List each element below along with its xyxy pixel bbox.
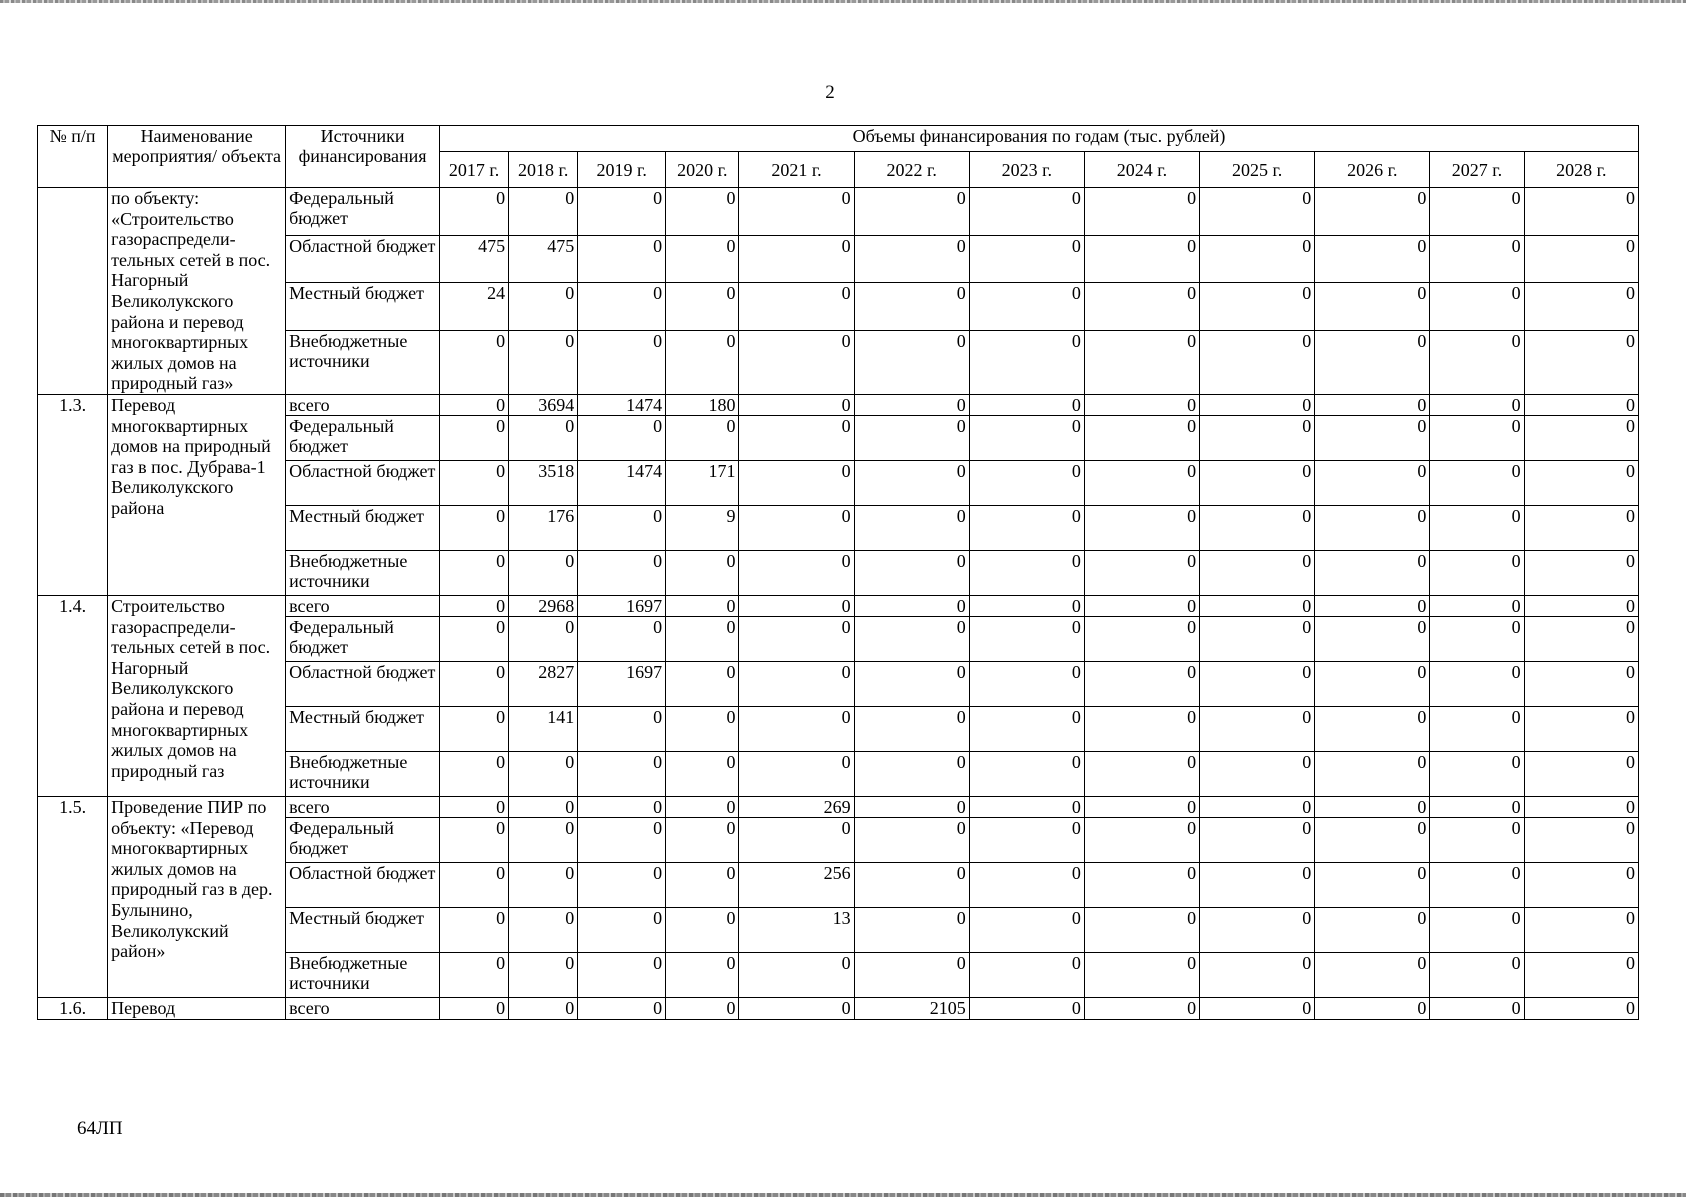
amount-cell: 0 — [1315, 460, 1430, 505]
amount-cell: 0 — [854, 751, 969, 796]
amount-cell: 0 — [739, 997, 854, 1019]
amount-cell: 0 — [854, 505, 969, 550]
amount-cell: 0 — [578, 796, 666, 817]
header-year: 2018 г. — [509, 152, 578, 188]
header-year: 2019 г. — [578, 152, 666, 188]
amount-cell: 0 — [666, 415, 739, 460]
amount-cell: 0 — [1315, 595, 1430, 616]
amount-cell: 0 — [440, 817, 509, 862]
header-source: Источники финансирования — [286, 126, 440, 188]
funding-source: Областной бюджет — [286, 661, 440, 706]
amount-cell: 0 — [1524, 188, 1638, 236]
amount-cell: 0 — [666, 817, 739, 862]
scan-edge-top — [0, 0, 1686, 3]
amount-cell: 0 — [1524, 394, 1638, 415]
amount-cell: 0 — [1084, 460, 1199, 505]
amount-cell: 0 — [739, 283, 854, 331]
funding-source: всего — [286, 796, 440, 817]
amount-cell: 0 — [1524, 616, 1638, 661]
amount-cell: 0 — [1315, 862, 1430, 907]
amount-cell: 0 — [1315, 415, 1430, 460]
amount-cell: 0 — [739, 415, 854, 460]
amount-cell: 0 — [969, 505, 1084, 550]
amount-cell: 0 — [739, 751, 854, 796]
amount-cell: 9 — [666, 505, 739, 550]
amount-cell: 0 — [1315, 616, 1430, 661]
amount-cell: 0 — [440, 415, 509, 460]
amount-cell: 0 — [854, 283, 969, 331]
amount-cell: 0 — [1200, 235, 1315, 283]
amount-cell: 180 — [666, 394, 739, 415]
amount-cell: 0 — [666, 235, 739, 283]
amount-cell: 0 — [739, 188, 854, 236]
amount-cell: 0 — [440, 952, 509, 997]
amount-cell: 0 — [440, 595, 509, 616]
scan-edge-bottom — [0, 1193, 1686, 1197]
amount-cell: 2827 — [509, 661, 578, 706]
amount-cell: 0 — [1084, 235, 1199, 283]
amount-cell: 0 — [1200, 997, 1315, 1019]
amount-cell: 171 — [666, 460, 739, 505]
amount-cell: 0 — [666, 188, 739, 236]
amount-cell: 0 — [1430, 952, 1524, 997]
amount-cell: 0 — [1315, 907, 1430, 952]
amount-cell: 0 — [1524, 997, 1638, 1019]
amount-cell: 0 — [578, 550, 666, 595]
amount-cell: 0 — [1524, 952, 1638, 997]
amount-cell: 1697 — [578, 661, 666, 706]
amount-cell: 0 — [854, 952, 969, 997]
amount-cell: 0 — [1524, 505, 1638, 550]
amount-cell: 0 — [440, 907, 509, 952]
financing-table — [37, 125, 1639, 1020]
funding-source: Федеральный бюджет — [286, 616, 440, 661]
amount-cell: 3518 — [509, 460, 578, 505]
funding-source: Федеральный бюджет — [286, 817, 440, 862]
amount-cell: 0 — [969, 595, 1084, 616]
amount-cell: 0 — [1524, 661, 1638, 706]
amount-cell: 0 — [1200, 283, 1315, 331]
amount-cell: 0 — [739, 595, 854, 616]
amount-cell: 0 — [666, 550, 739, 595]
funding-source: Внебюджетные источники — [286, 550, 440, 595]
funding-source: всего — [286, 997, 440, 1019]
funding-source: Внебюджетные источники — [286, 751, 440, 796]
amount-cell: 0 — [1200, 817, 1315, 862]
amount-cell: 0 — [440, 862, 509, 907]
header-year: 2023 г. — [969, 152, 1084, 188]
amount-cell: 0 — [854, 907, 969, 952]
amount-cell: 0 — [969, 616, 1084, 661]
amount-cell: 0 — [1524, 550, 1638, 595]
amount-cell: 0 — [440, 505, 509, 550]
amount-cell: 0 — [1084, 505, 1199, 550]
item-name: по объекту: «Строительство газораспредели-тельных сетей в пос. Нагорный Великолукского района и перевод многоквартирных жилых домов на природный газ» — [108, 188, 286, 395]
amount-cell: 0 — [666, 283, 739, 331]
amount-cell: 0 — [1084, 706, 1199, 751]
amount-cell: 0 — [1084, 796, 1199, 817]
amount-cell: 0 — [1084, 394, 1199, 415]
amount-cell: 0 — [666, 997, 739, 1019]
amount-cell: 0 — [440, 460, 509, 505]
funding-source: Областной бюджет — [286, 460, 440, 505]
item-number: 1.4. — [38, 595, 108, 796]
amount-cell: 0 — [1524, 706, 1638, 751]
amount-cell: 0 — [1430, 862, 1524, 907]
amount-cell: 0 — [1524, 330, 1638, 394]
funding-source: всего — [286, 394, 440, 415]
amount-cell: 0 — [1430, 550, 1524, 595]
header-year: 2024 г. — [1084, 152, 1199, 188]
amount-cell: 0 — [1084, 188, 1199, 236]
funding-source: Областной бюджет — [286, 235, 440, 283]
amount-cell: 0 — [666, 751, 739, 796]
header-volumes: Объемы финансирования по годам (тыс. рублей) — [440, 126, 1639, 152]
amount-cell: 0 — [969, 997, 1084, 1019]
funding-source: всего — [286, 595, 440, 616]
table-row — [38, 796, 1639, 817]
amount-cell: 0 — [969, 862, 1084, 907]
amount-cell: 0 — [578, 415, 666, 460]
amount-cell: 0 — [1084, 907, 1199, 952]
amount-cell: 0 — [969, 235, 1084, 283]
document-code: 64ЛП — [77, 1118, 123, 1139]
amount-cell: 0 — [739, 330, 854, 394]
amount-cell: 0 — [509, 188, 578, 236]
amount-cell: 0 — [578, 997, 666, 1019]
amount-cell: 269 — [739, 796, 854, 817]
amount-cell: 0 — [666, 862, 739, 907]
amount-cell: 0 — [969, 751, 1084, 796]
amount-cell: 0 — [969, 907, 1084, 952]
amount-cell: 0 — [1430, 330, 1524, 394]
amount-cell: 0 — [1315, 505, 1430, 550]
amount-cell: 0 — [1430, 235, 1524, 283]
table-row — [38, 188, 1639, 236]
amount-cell: 0 — [666, 595, 739, 616]
amount-cell: 0 — [854, 330, 969, 394]
amount-cell: 0 — [1315, 235, 1430, 283]
amount-cell: 0 — [1084, 862, 1199, 907]
amount-cell: 0 — [666, 907, 739, 952]
amount-cell: 0 — [440, 188, 509, 236]
amount-cell: 0 — [578, 616, 666, 661]
amount-cell: 0 — [1200, 796, 1315, 817]
amount-cell: 256 — [739, 862, 854, 907]
amount-cell: 0 — [1084, 415, 1199, 460]
amount-cell: 0 — [666, 706, 739, 751]
amount-cell: 0 — [1430, 595, 1524, 616]
amount-cell: 0 — [1200, 415, 1315, 460]
amount-cell: 0 — [854, 235, 969, 283]
amount-cell: 0 — [1315, 394, 1430, 415]
funding-source: Местный бюджет — [286, 505, 440, 550]
amount-cell: 0 — [969, 796, 1084, 817]
amount-cell: 0 — [666, 661, 739, 706]
amount-cell: 0 — [578, 907, 666, 952]
amount-cell: 0 — [854, 188, 969, 236]
amount-cell: 0 — [1200, 907, 1315, 952]
item-name: Строительство газораспредели-тельных сетей в пос. Нагорный Великолукского района и перевод многоквартирных жилых домов на природный газ — [108, 595, 286, 796]
item-number: 1.3. — [38, 394, 108, 595]
amount-cell: 0 — [1430, 706, 1524, 751]
amount-cell: 1697 — [578, 595, 666, 616]
amount-cell: 0 — [509, 330, 578, 394]
amount-cell: 0 — [440, 751, 509, 796]
item-name: Перевод многоквартирных домов на природный газ в пос. Дубрава-1 Великолукского района — [108, 394, 286, 595]
amount-cell: 0 — [1084, 661, 1199, 706]
amount-cell: 0 — [969, 188, 1084, 236]
amount-cell: 0 — [1084, 751, 1199, 796]
amount-cell: 0 — [739, 505, 854, 550]
header-year: 2021 г. — [739, 152, 854, 188]
amount-cell: 0 — [1200, 661, 1315, 706]
amount-cell: 24 — [440, 283, 509, 331]
amount-cell: 2968 — [509, 595, 578, 616]
amount-cell: 0 — [1315, 796, 1430, 817]
amount-cell: 0 — [1524, 907, 1638, 952]
amount-cell: 0 — [854, 460, 969, 505]
amount-cell: 0 — [1084, 952, 1199, 997]
amount-cell: 0 — [666, 330, 739, 394]
amount-cell: 0 — [1200, 550, 1315, 595]
amount-cell: 0 — [739, 460, 854, 505]
amount-cell: 176 — [509, 505, 578, 550]
header-year: 2020 г. — [666, 152, 739, 188]
amount-cell: 0 — [739, 952, 854, 997]
amount-cell: 0 — [1524, 460, 1638, 505]
amount-cell: 0 — [1315, 952, 1430, 997]
amount-cell: 0 — [969, 952, 1084, 997]
amount-cell: 1474 — [578, 460, 666, 505]
amount-cell: 0 — [969, 415, 1084, 460]
item-number — [38, 188, 108, 395]
item-number: 1.5. — [38, 796, 108, 997]
amount-cell: 0 — [578, 505, 666, 550]
header-year: 2027 г. — [1430, 152, 1524, 188]
amount-cell: 0 — [1315, 188, 1430, 236]
amount-cell: 0 — [1200, 616, 1315, 661]
amount-cell: 0 — [1524, 817, 1638, 862]
amount-cell: 0 — [1430, 997, 1524, 1019]
amount-cell: 0 — [969, 330, 1084, 394]
amount-cell: 0 — [1084, 616, 1199, 661]
amount-cell: 0 — [1524, 283, 1638, 331]
amount-cell: 0 — [509, 751, 578, 796]
item-number: 1.6. — [38, 997, 108, 1019]
amount-cell: 13 — [739, 907, 854, 952]
amount-cell: 0 — [440, 997, 509, 1019]
amount-cell: 0 — [1430, 616, 1524, 661]
item-name: Перевод — [108, 997, 286, 1019]
amount-cell: 0 — [854, 706, 969, 751]
amount-cell: 0 — [969, 394, 1084, 415]
amount-cell: 0 — [1200, 394, 1315, 415]
amount-cell: 0 — [969, 661, 1084, 706]
amount-cell: 0 — [739, 394, 854, 415]
funding-source: Внебюджетные источники — [286, 330, 440, 394]
amount-cell: 0 — [1430, 817, 1524, 862]
amount-cell: 0 — [1430, 505, 1524, 550]
header-year: 2017 г. — [440, 152, 509, 188]
header-year: 2025 г. — [1200, 152, 1315, 188]
amount-cell: 0 — [1430, 796, 1524, 817]
amount-cell: 0 — [739, 550, 854, 595]
amount-cell: 0 — [440, 330, 509, 394]
amount-cell: 0 — [509, 550, 578, 595]
amount-cell: 1474 — [578, 394, 666, 415]
amount-cell: 0 — [666, 796, 739, 817]
amount-cell: 0 — [1315, 997, 1430, 1019]
funding-source: Местный бюджет — [286, 283, 440, 331]
amount-cell: 0 — [1084, 283, 1199, 331]
amount-cell: 0 — [509, 907, 578, 952]
amount-cell: 0 — [969, 817, 1084, 862]
amount-cell: 475 — [440, 235, 509, 283]
amount-cell: 0 — [1315, 817, 1430, 862]
amount-cell: 0 — [509, 796, 578, 817]
amount-cell: 0 — [969, 550, 1084, 595]
amount-cell: 0 — [1430, 460, 1524, 505]
amount-cell: 0 — [666, 952, 739, 997]
amount-cell: 475 — [509, 235, 578, 283]
amount-cell: 0 — [1315, 550, 1430, 595]
amount-cell: 0 — [509, 817, 578, 862]
amount-cell: 0 — [969, 283, 1084, 331]
amount-cell: 141 — [509, 706, 578, 751]
table-row — [38, 595, 1639, 616]
amount-cell: 0 — [666, 616, 739, 661]
table-row — [38, 394, 1639, 415]
amount-cell: 0 — [1200, 706, 1315, 751]
amount-cell: 0 — [854, 415, 969, 460]
amount-cell: 0 — [1430, 415, 1524, 460]
amount-cell: 0 — [578, 751, 666, 796]
amount-cell: 0 — [1430, 188, 1524, 236]
item-name: Проведение ПИР по объекту: «Перевод многоквартирных жилых домов на природный газ в дер. Булынино, Великолукский район» — [108, 796, 286, 997]
amount-cell: 0 — [739, 817, 854, 862]
amount-cell: 0 — [1524, 595, 1638, 616]
amount-cell: 0 — [854, 394, 969, 415]
amount-cell: 0 — [1524, 862, 1638, 907]
amount-cell: 0 — [440, 661, 509, 706]
amount-cell: 0 — [1430, 751, 1524, 796]
amount-cell: 0 — [509, 997, 578, 1019]
amount-cell: 0 — [1200, 505, 1315, 550]
funding-source: Местный бюджет — [286, 907, 440, 952]
amount-cell: 0 — [739, 661, 854, 706]
amount-cell: 0 — [1430, 283, 1524, 331]
amount-cell: 0 — [969, 706, 1084, 751]
amount-cell: 0 — [1315, 706, 1430, 751]
header-year: 2026 г. — [1315, 152, 1430, 188]
header-year: 2022 г. — [854, 152, 969, 188]
header-num: № п/п — [38, 126, 108, 188]
amount-cell: 0 — [1084, 595, 1199, 616]
amount-cell: 0 — [1084, 997, 1199, 1019]
amount-cell: 0 — [578, 330, 666, 394]
amount-cell: 0 — [578, 817, 666, 862]
amount-cell: 0 — [1200, 751, 1315, 796]
amount-cell: 0 — [1200, 952, 1315, 997]
funding-source: Местный бюджет — [286, 706, 440, 751]
amount-cell: 0 — [440, 706, 509, 751]
amount-cell: 0 — [578, 952, 666, 997]
amount-cell: 0 — [854, 796, 969, 817]
amount-cell: 2105 — [854, 997, 969, 1019]
amount-cell: 0 — [1200, 595, 1315, 616]
amount-cell: 0 — [854, 616, 969, 661]
funding-source: Федеральный бюджет — [286, 188, 440, 236]
amount-cell: 0 — [509, 862, 578, 907]
amount-cell: 0 — [739, 235, 854, 283]
amount-cell: 0 — [509, 952, 578, 997]
amount-cell: 0 — [509, 283, 578, 331]
amount-cell: 0 — [1200, 460, 1315, 505]
amount-cell: 0 — [854, 661, 969, 706]
header-year: 2028 г. — [1524, 152, 1638, 188]
amount-cell: 0 — [1315, 283, 1430, 331]
amount-cell: 0 — [578, 706, 666, 751]
amount-cell: 0 — [1084, 550, 1199, 595]
page-number: 2 — [825, 82, 835, 103]
amount-cell: 0 — [1524, 235, 1638, 283]
amount-cell: 0 — [1200, 330, 1315, 394]
amount-cell: 0 — [578, 235, 666, 283]
header-name: Наименование мероприятия/ объекта — [108, 126, 286, 188]
amount-cell: 0 — [854, 817, 969, 862]
amount-cell: 0 — [1200, 188, 1315, 236]
amount-cell: 0 — [578, 283, 666, 331]
amount-cell: 0 — [854, 862, 969, 907]
amount-cell: 0 — [440, 550, 509, 595]
amount-cell: 0 — [854, 550, 969, 595]
amount-cell: 0 — [1524, 796, 1638, 817]
amount-cell: 3694 — [509, 394, 578, 415]
amount-cell: 0 — [440, 796, 509, 817]
amount-cell: 0 — [578, 188, 666, 236]
amount-cell: 0 — [1430, 907, 1524, 952]
amount-cell: 0 — [1315, 751, 1430, 796]
amount-cell: 0 — [969, 460, 1084, 505]
amount-cell: 0 — [440, 394, 509, 415]
amount-cell: 0 — [509, 415, 578, 460]
amount-cell: 0 — [1315, 330, 1430, 394]
amount-cell: 0 — [1084, 330, 1199, 394]
amount-cell: 0 — [1084, 817, 1199, 862]
funding-source: Областной бюджет — [286, 862, 440, 907]
amount-cell: 0 — [1430, 394, 1524, 415]
amount-cell: 0 — [739, 616, 854, 661]
amount-cell: 0 — [739, 706, 854, 751]
amount-cell: 0 — [578, 862, 666, 907]
funding-source: Внебюджетные источники — [286, 952, 440, 997]
amount-cell: 0 — [1200, 862, 1315, 907]
amount-cell: 0 — [1315, 661, 1430, 706]
amount-cell: 0 — [1430, 661, 1524, 706]
amount-cell: 0 — [854, 595, 969, 616]
table-row — [38, 997, 1639, 1019]
amount-cell: 0 — [1524, 415, 1638, 460]
funding-source: Федеральный бюджет — [286, 415, 440, 460]
amount-cell: 0 — [1524, 751, 1638, 796]
amount-cell: 0 — [440, 616, 509, 661]
amount-cell: 0 — [509, 616, 578, 661]
